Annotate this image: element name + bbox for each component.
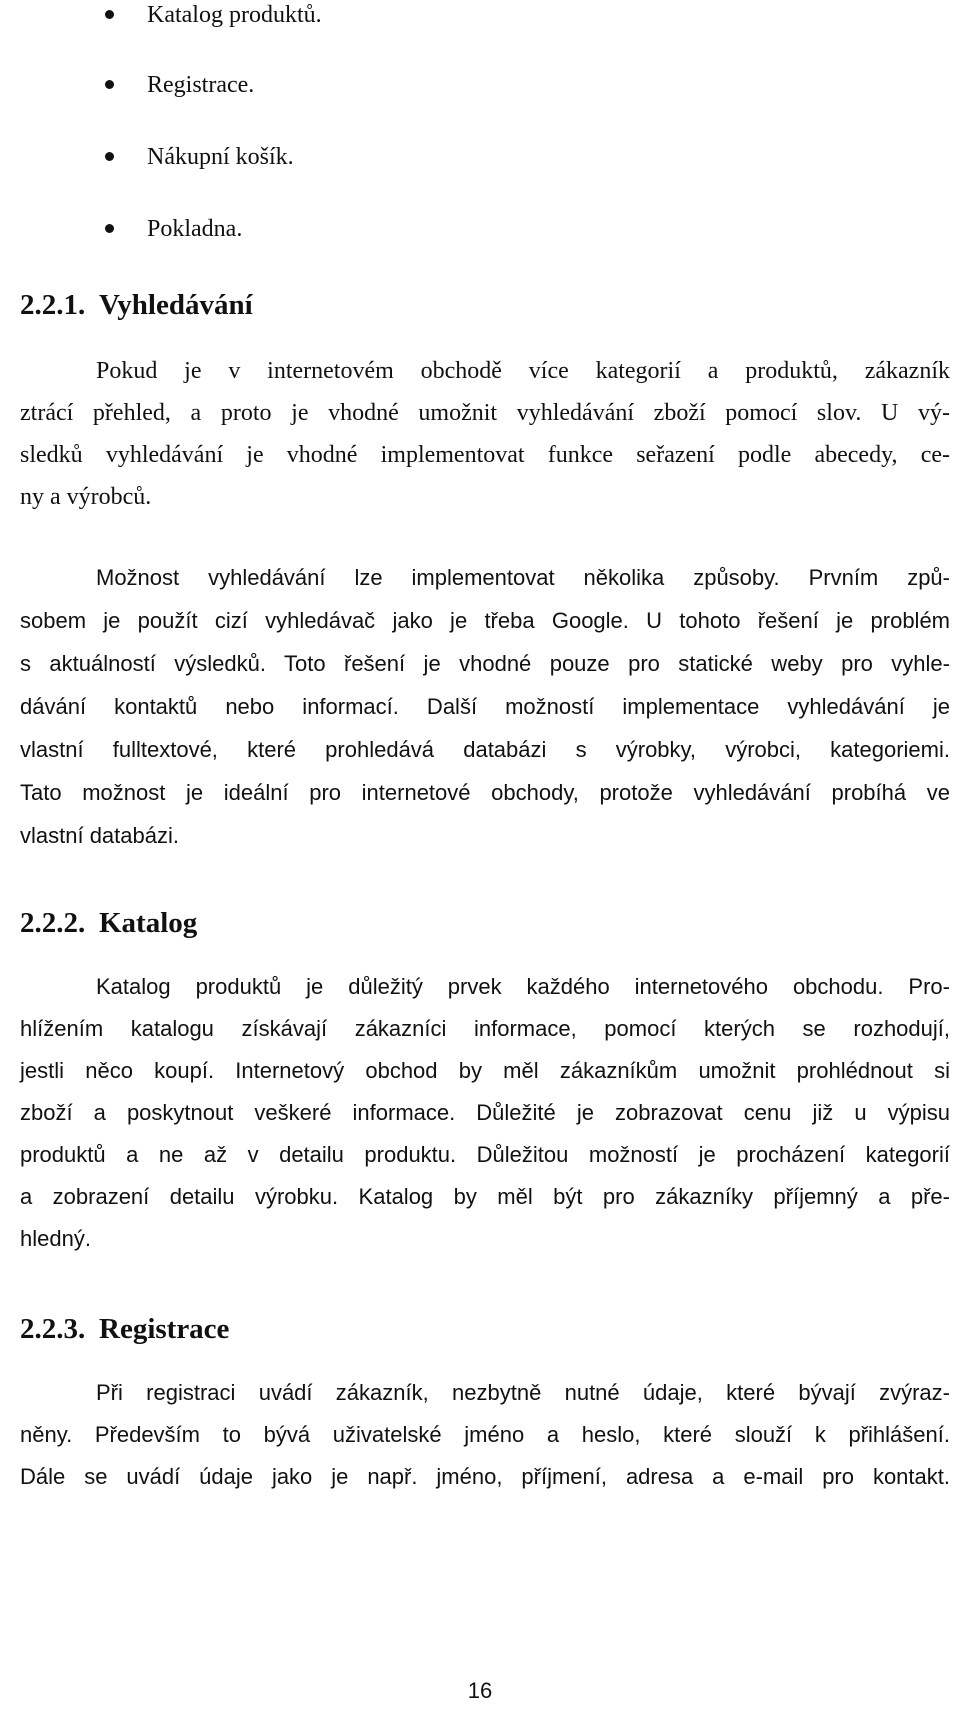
text-line: zboží a poskytnout veškeré informace. Důležité je zobrazovat cenu již u výpisu (20, 1100, 950, 1125)
text-line: hledný. (20, 1226, 91, 1251)
section-title: Registrace (99, 1313, 230, 1345)
section-heading-katalog (20, 906, 197, 940)
section-number: 2.2.1. (20, 289, 86, 321)
text-line: dávání kontaktů nebo informací. Další možností implementace vyhledávání je (20, 694, 950, 719)
text-line: Tato možnost je ideální pro internetové obchody, protože vyhledávání probíhá ve (20, 780, 950, 805)
text-line: vlastní fulltextové, které prohledává databázi s výrobky, výrobci, kategoriemi. (20, 737, 950, 762)
text-line: hlížením katalogu získávají zákazníci informace, pomocí kterých se rozhodují, (20, 1016, 950, 1041)
page-number: 16 (467, 1678, 493, 1703)
section-title: Katalog (99, 907, 198, 939)
section-heading-vyhledavani (20, 288, 253, 322)
text-line: s aktuálností výsledků. Toto řešení je vhodné pouze pro statické weby pro vyhle- (20, 651, 950, 676)
text-line: ztrácí přehled, a proto je vhodné umožnit vyhledávání zboží pomocí slov. U vý- (20, 400, 950, 426)
section-number: 2.2.2. (20, 907, 86, 939)
text-line: Katalog produktů je důležitý prvek každého internetového obchodu. Pro- (96, 974, 950, 999)
text-line: a zobrazení detailu výrobku. Katalog by měl být pro zákazníky příjemný a pře- (20, 1184, 950, 1209)
section-title: Vyhledávání (99, 289, 253, 321)
text-line: Pokud je v internetovém obchodě více kategorií a produktů, zákazník (96, 358, 950, 384)
bullet-item: Nákupní košík. (105, 142, 294, 172)
bullet-item: Registrace. (105, 70, 254, 100)
text-line: ny a výrobců. (20, 484, 152, 510)
text-line: jestli něco koupí. Internetový obchod by měl zákazníkům umožnit prohlédnout si (20, 1058, 950, 1083)
text-line: vlastní databázi. (20, 823, 179, 848)
paragraph (20, 972, 950, 1254)
text-line: sobem je použít cizí vyhledávač jako je třeba Google. U tohoto řešení je problém (20, 608, 950, 633)
text-line: sledků vyhledávání je vhodné implementovat funkce seřazení podle abecedy, ce- (20, 442, 950, 468)
text-line: Dále se uvádí údaje jako je např. jméno, příjmení, adresa a e-mail pro kontakt. (20, 1464, 950, 1489)
text-line: produktů a ne až v detailu produktu. Důležitou možností je procházení kategorií (20, 1142, 950, 1167)
paragraph (20, 356, 950, 512)
text-line: Při registraci uvádí zákazník, nezbytně nutné údaje, které bývají zvýraz- (96, 1380, 950, 1405)
paragraph (20, 1378, 950, 1492)
bullet-item: Katalog produktů. (105, 0, 322, 30)
text-line: Možnost vyhledávání lze implementovat několika způsoby. Prvním způ- (96, 565, 950, 590)
section-number: 2.2.3. (20, 1313, 86, 1345)
text-line: něny. Především to bývá uživatelské jméno a heslo, které slouží k přihlášení. (20, 1422, 950, 1447)
bullet-item: Pokladna. (105, 214, 242, 244)
section-heading-registrace (20, 1312, 229, 1346)
paragraph (20, 563, 950, 851)
